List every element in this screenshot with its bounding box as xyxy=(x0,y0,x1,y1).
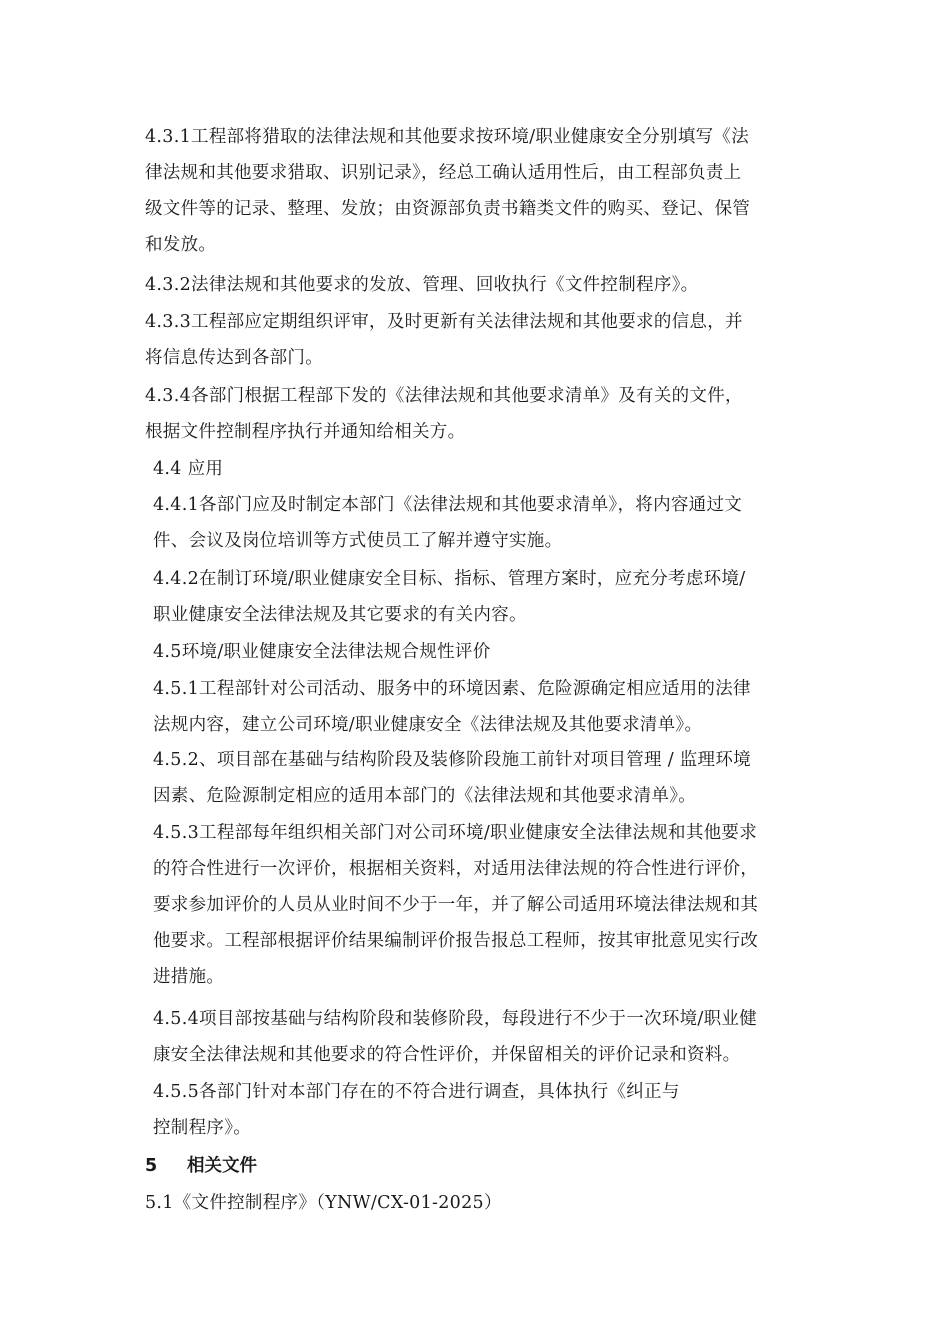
paragraph-4-3-3 xyxy=(145,304,815,376)
text-line: 4.3.4各部门根据工程部下发的《法律法规和其他要求清单》及有关的文件， xyxy=(145,386,743,406)
paragraph-4-5-4 xyxy=(145,1001,823,1073)
section-number: 5 xyxy=(145,1156,158,1176)
paragraph-4-5-1 xyxy=(145,671,823,743)
text-line: 4.4 应用 xyxy=(153,459,224,479)
paragraph-4-4-1 xyxy=(145,487,823,559)
paragraph-5-1 xyxy=(145,1185,815,1221)
text-line: 职业健康安全法律法规及其它要求的有关内容。 xyxy=(153,605,527,625)
paragraph-4-3-1 xyxy=(145,119,815,263)
text-line: 进措施。 xyxy=(153,967,225,987)
text-line: 4.5.3工程部每年组织相关部门对公司环境/职业健康安全法律法规和其他要求 xyxy=(153,823,758,843)
text-line: 的符合性进行一次评价，根据相关资料，对适用法律法规的符合性进行评价， xyxy=(153,859,759,879)
text-line: 将信息传达到各部门。 xyxy=(145,348,323,368)
text-line: 4.3.2法律法规和其他要求的发放、管理、回收执行《文件控制程序》。 xyxy=(145,275,699,295)
text-line: 4.5.1工程部针对公司活动、服务中的环境因素、危险源确定相应适用的法律 xyxy=(153,679,751,699)
text-line: 件、会议及岗位培训等方式使员工了解并遵守实施。 xyxy=(153,531,563,551)
text-line: 4.5.2、项目部在基础与结构阶段及装修阶段施工前针对项目管理 / 监理环境 xyxy=(153,750,751,770)
text-line: 级文件等的记录、整理、发放；由资源部负责书籍类文件的购买、登记、保管 xyxy=(145,199,751,219)
text-line: 要求参加评价的人员从业时间不少于一年，并了解公司适用环境法律法规和其 xyxy=(153,895,759,915)
text-line: 5.1《文件控制程序》（YNW/CX-01-2025） xyxy=(145,1193,502,1213)
paragraph-4-5-3 xyxy=(145,815,823,995)
subsection-4-5-heading xyxy=(145,634,823,670)
text-line: 4.5环境/职业健康安全法律法规合规性评价 xyxy=(153,642,491,662)
text-line: 法规内容，建立公司环境/职业健康安全《法律法规及其他要求清单》。 xyxy=(153,715,703,735)
text-line: 他要求。工程部根据评价结果编制评价报告报总工程师，按其审批意见实行改 xyxy=(153,931,759,951)
text-line: 康安全法律法规和其他要求的符合性评价，并保留相关的评价记录和资料。 xyxy=(153,1045,741,1065)
text-line: 律法规和其他要求猎取、识别记录》，经总工确认适用性后，由工程部负责上 xyxy=(145,163,742,183)
text-line: 4.3.1工程部将猎取的法律法规和其他要求按环境/职业健康安全分别填写《法 xyxy=(145,127,750,147)
text-line: 4.4.2在制订环境/职业健康安全目标、指标、管理方案时，应充分考虑环境/ xyxy=(153,569,746,589)
section-5-heading xyxy=(145,1148,257,1184)
text-line: 4.5.4项目部按基础与结构阶段和装修阶段，每段进行不少于一次环境/职业健 xyxy=(153,1009,758,1029)
paragraph-4-3-4 xyxy=(145,378,815,450)
text-line: 因素、危险源制定相应的适用本部门的《法律法规和其他要求清单》。 xyxy=(153,786,697,806)
text-line: 根据文件控制程序执行并通知给相关方。 xyxy=(145,422,466,442)
text-line: 4.5.5各部门针对本部门存在的不符合进行调查，具体执行《纠正与 xyxy=(153,1082,680,1102)
text-line: 和发放。 xyxy=(145,235,217,255)
text-line: 控制程序》。 xyxy=(153,1118,252,1138)
subsection-4-4-heading xyxy=(145,451,823,487)
paragraph-4-5-5 xyxy=(145,1074,823,1146)
paragraph-4-3-2 xyxy=(145,267,815,303)
section-title: 相关文件 xyxy=(187,1156,257,1176)
paragraph-4-4-2 xyxy=(145,561,823,633)
text-line: 4.3.3工程部应定期组织评审，及时更新有关法律法规和其他要求的信息，并 xyxy=(145,312,743,332)
paragraph-4-5-2 xyxy=(145,742,823,814)
text-line: 4.4.1各部门应及时制定本部门《法律法规和其他要求清单》，将内容通过文 xyxy=(153,495,743,515)
